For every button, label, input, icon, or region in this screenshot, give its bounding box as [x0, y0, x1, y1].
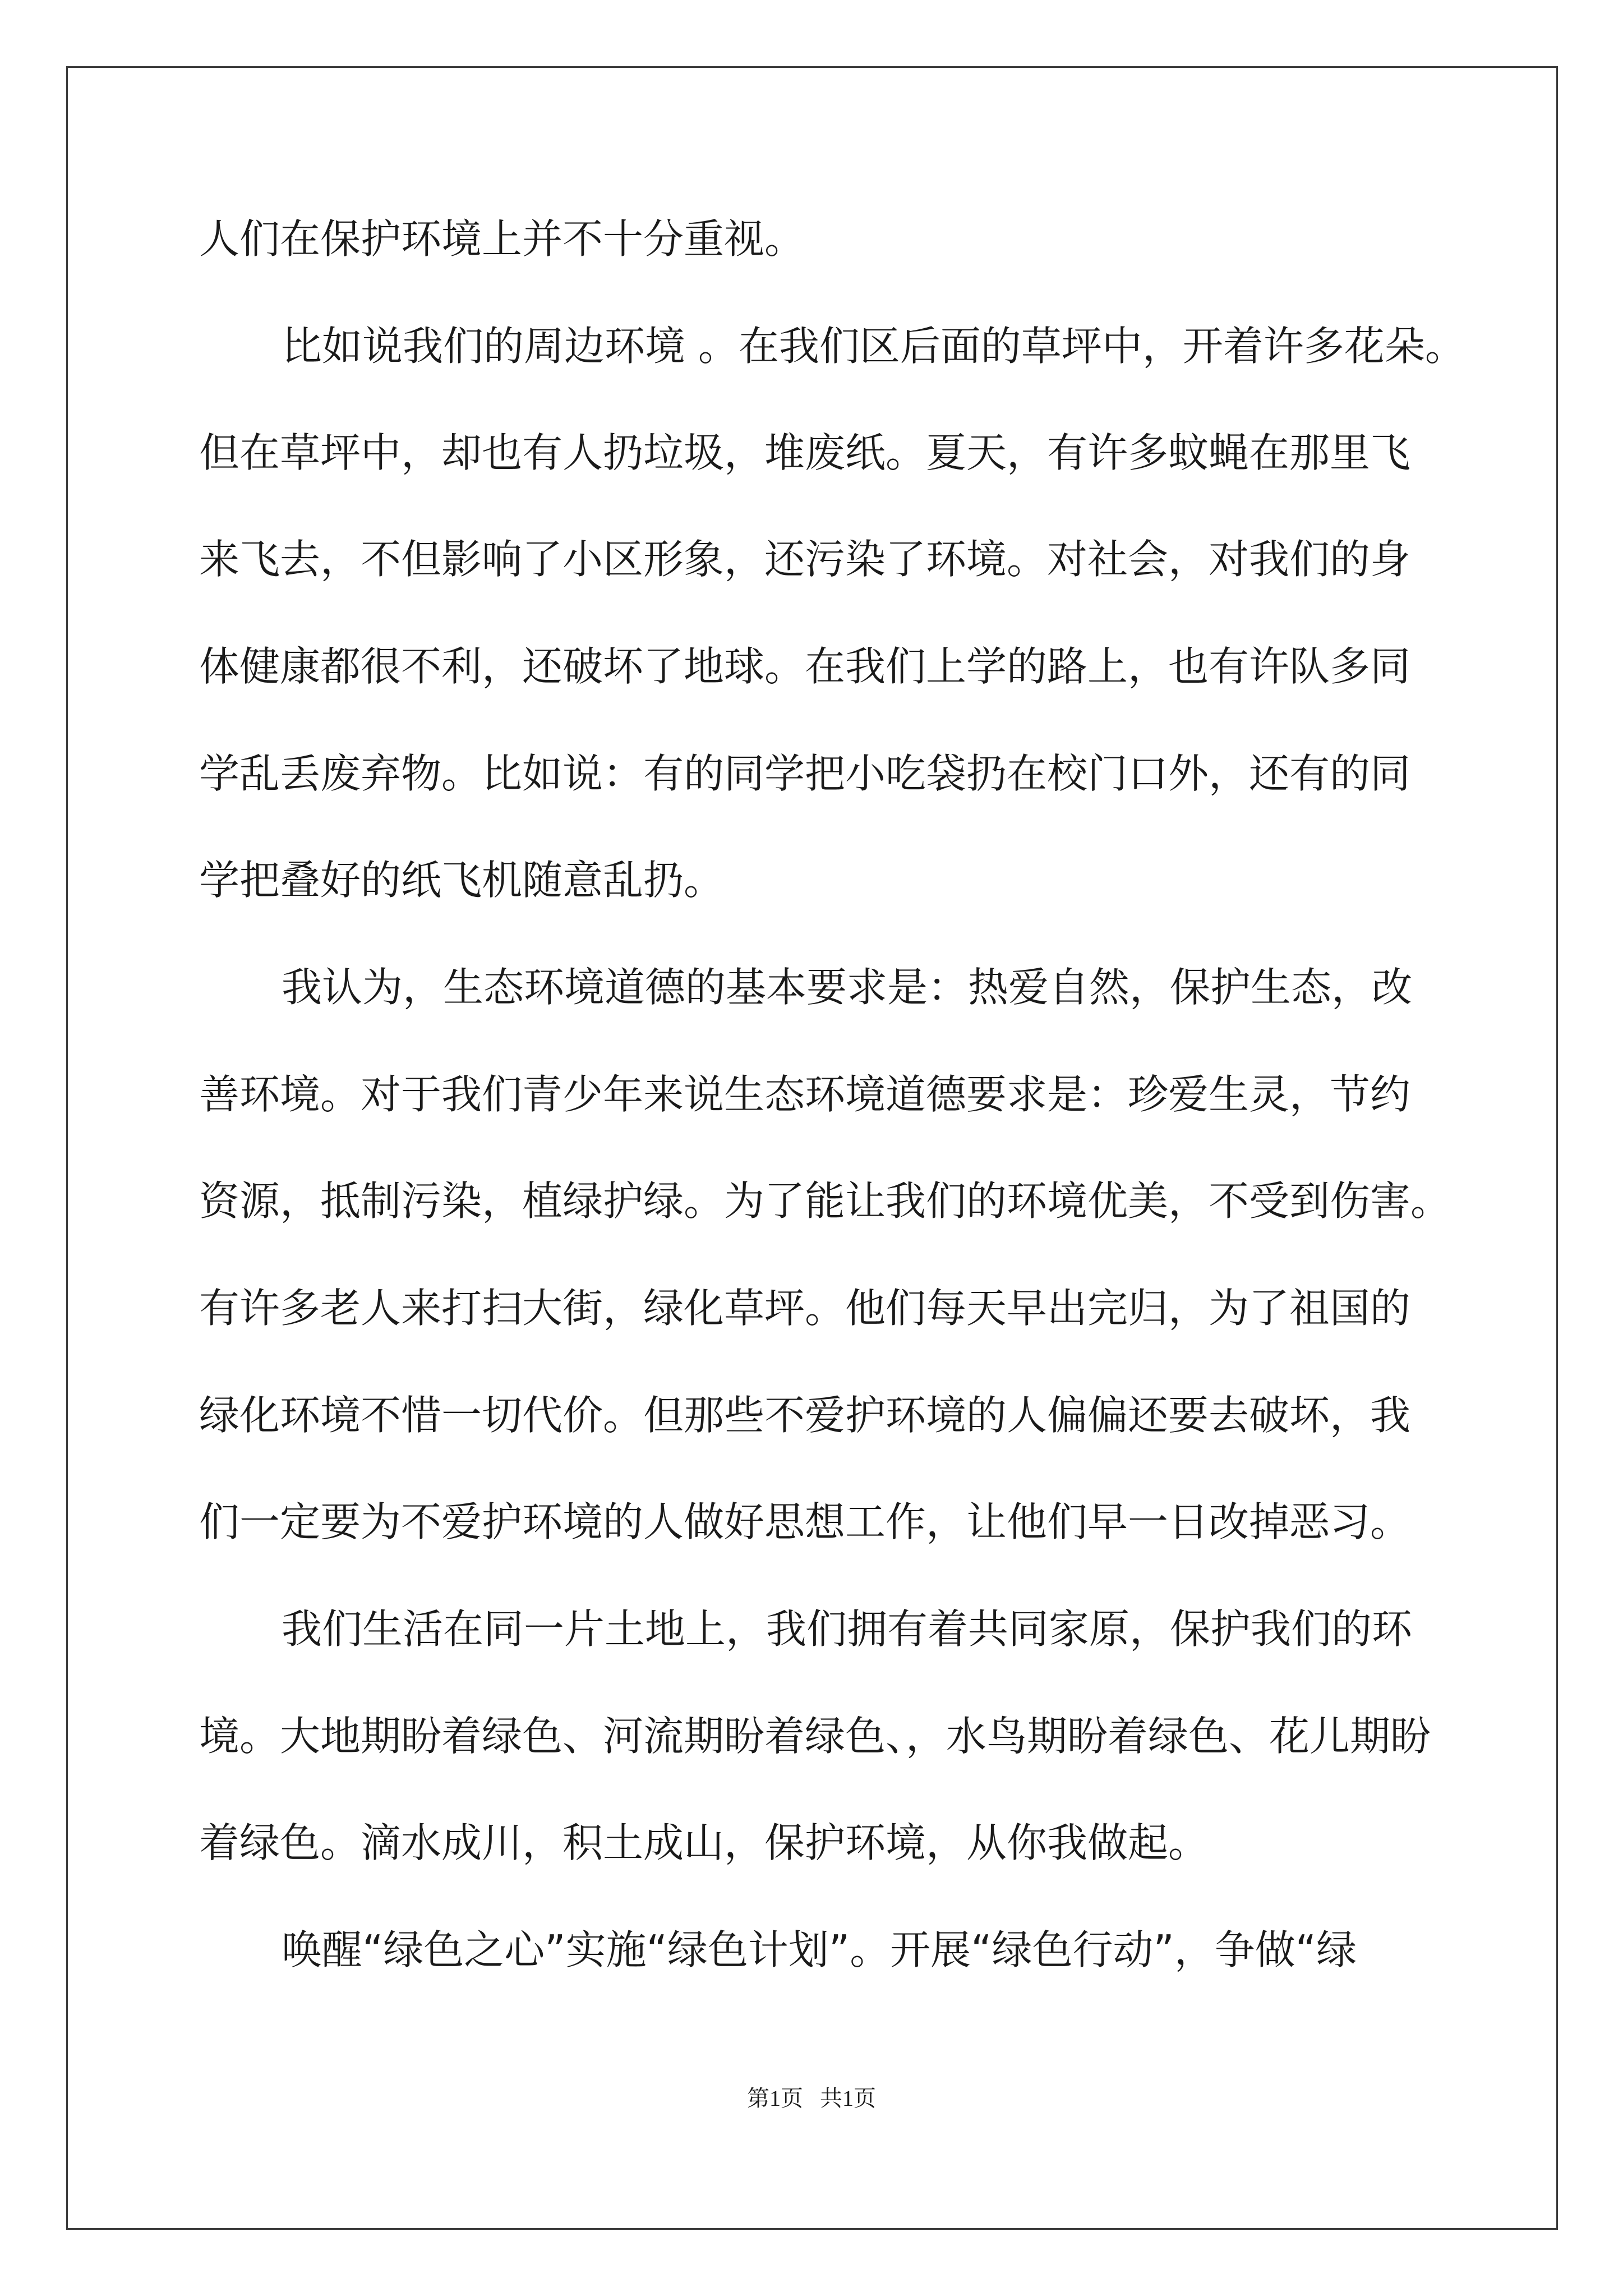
paragraph-first-line: 比如说我们的周边环境 。在我们区后面的草坪中，开着许多花朵。 — [282, 323, 1465, 370]
body-line: 绿化环境不惜一切代价。但那些不爱护环境的人偏偏还要去破坏，我 — [199, 1392, 1411, 1439]
body-line: 体健康都很不利，还破坏了地球。在我们上学的路上，也有许队多同 — [199, 643, 1411, 690]
body-line: 学把叠好的纸飞机随意乱扔。 — [199, 857, 725, 904]
body-line: 来飞去，不但影响了小区形象，还污染了环境。对社会，对我们的身 — [199, 536, 1411, 583]
body-line: 们一定要为不爱护环境的人做好思想工作，让他们早一日改掉恶习。 — [199, 1498, 1411, 1545]
body-line: 着绿色。滴水成川，积土成山，保护环境，从你我做起。 — [199, 1819, 1209, 1866]
body-line: 善环境。对于我们青少年来说生态环境道德要求是：珍爱生灵，节约 — [199, 1071, 1411, 1118]
paragraph-first-line: 我认为，生态环境道德的基本要求是：热爱自然，保护生态，改 — [282, 964, 1413, 1011]
paragraph-first-line: 我们生活在同一片土地上，我们拥有着共同家原，保护我们的环 — [282, 1605, 1413, 1653]
body-line: 有许多老人来打扫大街，绿化草坪。他们每天早出完归，为了祖国的 — [199, 1285, 1411, 1332]
paragraph-first-line: 唤醒“绿色之心”实施“绿色计划”。开展“绿色行动”，争做“绿 — [282, 1926, 1357, 1973]
page-border — [66, 66, 1558, 2230]
body-line: 资源，抵制污染，植绿护绿。为了能让我们的环境优美，不受到伤害。 — [199, 1177, 1451, 1225]
body-line: 人们在保护环境上并不十分重视。 — [199, 215, 805, 263]
body-line: 但在草坪中，却也有人扔垃圾，堆废纸。夏天，有许多蚊蝇在那里飞 — [199, 429, 1411, 476]
body-line: 学乱丢废弃物。比如说：有的同学把小吃袋扔在校门口外，还有的同 — [199, 750, 1411, 797]
body-line: 境。大地期盼着绿色、河流期盼着绿色、，水鸟期盼着绿色、花儿期盼 — [199, 1713, 1431, 1760]
page-footer: 第1页 共1页 — [747, 2086, 876, 2111]
